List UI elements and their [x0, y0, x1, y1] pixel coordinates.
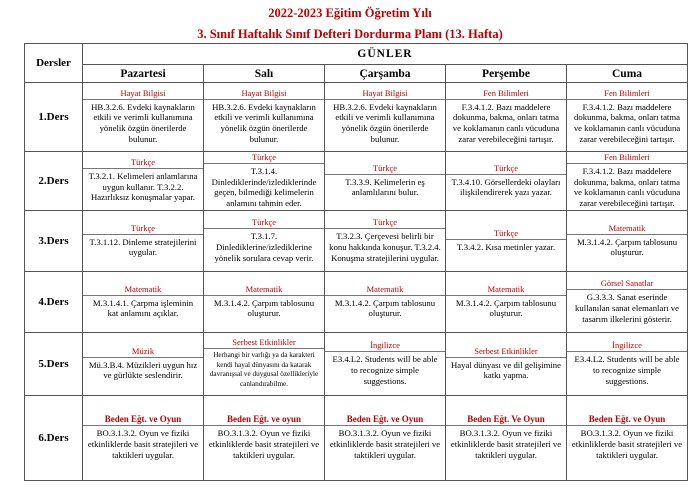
subject-label: Matematik — [325, 284, 445, 296]
lesson-label: 4.Ders — [25, 272, 83, 333]
subject-label: Hayat Bilgisi — [83, 88, 203, 100]
subject-label: Türkçe — [325, 163, 445, 175]
subject-label: Fen Bilimleri — [567, 88, 687, 100]
subject-label: Matematik — [83, 284, 203, 296]
subject-label: Fen Bilimleri — [567, 152, 687, 164]
plan-cell — [325, 272, 446, 333]
plan-cell — [325, 333, 446, 396]
lessons-header: Dersler — [25, 44, 83, 83]
outcome-text: F.3.4.1.2. Bazı maddelere dokunma, bakma, onları tatma ve koklamanın canlı vücuduna zarar verebileceğini tartışır. — [573, 166, 681, 208]
subject-label: İngilizce — [567, 340, 687, 352]
table-row — [25, 211, 688, 272]
lesson-label: 3.Ders — [25, 211, 83, 272]
day-header-tuesday: Salı — [204, 65, 325, 83]
day-header-thursday: Perşembe — [446, 65, 567, 83]
table-row — [25, 333, 688, 396]
plan-cell — [446, 333, 567, 396]
plan-cell — [83, 83, 204, 152]
subject-label: Türkçe — [325, 217, 445, 229]
outcome-text: M.3.1.4.2. Çarpım tablosunu oluşturur. — [213, 297, 315, 319]
day-header-wednesday: Çarşamba — [325, 65, 446, 83]
plan-cell — [567, 211, 688, 272]
outcome-text: HB.3.2.6. Evdeki kaynakların etkili ve verimli kullanımına yönelik özgün önerilerde bulunur. — [91, 101, 195, 144]
outcome-text: E3.4.L2. Students will be able to recognize simple suggestions. — [574, 354, 680, 386]
day-header-friday: Cuma — [567, 65, 688, 83]
subject-label: Türkçe — [83, 157, 203, 169]
plan-cell — [325, 211, 446, 272]
table-row — [25, 272, 688, 333]
subject-label: Türkçe — [446, 228, 566, 240]
outcome-text: T.3.2.1. Kelimeleri anlamlarına uygun kullanır. T.3.2.2. Hazırlıksız konuşmalar yapar. — [88, 171, 198, 203]
plan-cell — [446, 152, 567, 211]
plan-cell — [446, 272, 567, 333]
plan-cell — [567, 83, 688, 152]
weekly-plan-table — [24, 43, 688, 481]
lesson-label: 5.Ders — [25, 333, 83, 396]
outcome-text: T.3.1.7. Dinlediklerine/izlediklerine yönelik sorulara cevap verir. — [214, 231, 314, 263]
plan-cell — [83, 272, 204, 333]
plan-cell — [204, 333, 325, 396]
plan-cell — [204, 211, 325, 272]
outcome-text: T.3.1.4. Dinlediklerinde/izlediklerinde geçen, bilmediği kelimelerin anlamını tahmin eder. — [211, 166, 317, 208]
table-row — [25, 152, 688, 211]
plan-cell — [204, 152, 325, 211]
subject-label: Beden Eğt. Ve Oyun — [446, 414, 566, 426]
subject-label: Türkçe — [204, 217, 324, 229]
outcome-text: BO.3.1.3.2. Oyun ve fiziki etkinliklerde basit stratejileri ve taktikleri uygular. — [87, 428, 199, 460]
plan-body — [25, 83, 688, 481]
subject-label: Beden Eğt. ve oyun — [204, 414, 324, 426]
subject-label: Beden Eğt. ve Oyun — [325, 414, 445, 426]
days-header: GÜNLER — [83, 44, 688, 65]
plan-cell — [325, 152, 446, 211]
document-title: 2022-2023 Eğitim Öğretim Yılı — [268, 6, 432, 20]
subject-label: Türkçe — [446, 163, 566, 175]
outcome-text: Mü.3.B.4. Müzikleri uygun hız ve gürlükte seslendirir. — [88, 359, 198, 381]
outcome-text: G.3.3.3. Sanat eserinde kullanılan sanat elemanları ve tasarım ilkelerini gösterir. — [575, 292, 679, 324]
outcome-text: T.3.4.10. Görsellerdeki olayları ilişkilendirerek yazı yazar. — [451, 176, 561, 198]
subject-label: Türkçe — [83, 223, 203, 235]
table-row — [25, 396, 688, 481]
subject-label: İngilizce — [325, 340, 445, 352]
plan-cell — [446, 83, 567, 152]
outcome-text: F.3.4.1.2. Bazı maddelere dokunma, bakma, onları tatma ve koklamanın canlı vücuduna zarar verebileceğini tartışır. — [452, 101, 560, 144]
outcome-text: T.3.3.9. Kelimelerin eş anlamlılarını bulur. — [345, 176, 425, 198]
subject-label: Serbest Etkinlikler — [446, 346, 566, 358]
table-row — [25, 83, 688, 152]
plan-cell — [83, 333, 204, 396]
outcome-text: HB.3.2.6. Evdeki kaynakların etkili ve verimli kullanımına yönelik özgün önerilerde bulunur. — [212, 101, 316, 144]
plan-cell — [567, 152, 688, 211]
plan-cell — [83, 396, 204, 481]
plan-cell — [83, 211, 204, 272]
outcome-text: T.3.4.2. Kısa metinler yazar. — [456, 242, 556, 253]
plan-cell — [204, 396, 325, 481]
plan-cell — [83, 152, 204, 211]
lesson-label: 1.Ders — [25, 83, 83, 152]
outcome-text: Hayal dünyası ve dil gelişimine katkı yapma. — [450, 359, 562, 381]
subject-label: Hayat Bilgisi — [325, 88, 445, 100]
subject-label: Serbest Etkinlikler — [204, 337, 324, 349]
outcome-text: Herhangi bir varlığı ya da karakteri kendi hayal dünyasını da katarak davranışsal ve duygusal özellikleriyle canlandırabilme. — [209, 351, 319, 388]
plan-cell — [446, 396, 567, 481]
subject-label: Matematik — [567, 223, 687, 235]
outcome-text: M.3.1.4.2. Çarpım tablosunu oluşturur. — [576, 236, 678, 258]
document-subtitle: 3. Sınıf Haftalık Sınıf Defteri Dordurma Planı (13. Hafta) — [197, 27, 503, 41]
subject-label: Beden Eğt. ve Oyun — [567, 414, 687, 426]
lesson-label: 2.Ders — [25, 152, 83, 211]
plan-cell — [204, 272, 325, 333]
subject-label: Matematik — [446, 284, 566, 296]
plan-cell — [325, 396, 446, 481]
plan-cell — [204, 83, 325, 152]
subject-label: Müzik — [83, 346, 203, 358]
subject-label: Hayat Bilgisi — [204, 88, 324, 100]
outcome-text: M.3.1.4.2. Çarpım tablosunu oluşturur. — [455, 297, 557, 319]
day-header-monday: Pazartesi — [83, 65, 204, 83]
plan-cell — [325, 83, 446, 152]
outcome-text: M.3.1.4.1. Çarpma işleminin kat anlamını açıklar. — [92, 297, 194, 319]
plan-cell — [567, 396, 688, 481]
subject-label: Matematik — [204, 284, 324, 296]
outcome-text: BO.3.1.3.2. Oyun ve fiziki etkinliklerde basit stratejileri ve taktikleri uygular. — [450, 428, 562, 460]
plan-cell — [567, 333, 688, 396]
plan-cell — [567, 272, 688, 333]
outcome-text: T.3.2.3. Çerçevesi belirli bir konu hakkında konuşur. T.3.2.4. Konuşma stratejilerini uygular. — [329, 231, 441, 263]
subject-label: Beden Eğt. ve Oyun — [83, 414, 203, 426]
lesson-label: 6.Ders — [25, 396, 83, 481]
outcome-text: HB.3.2.6. Evdeki kaynakların etkili ve verimli kullanımına yönelik özgün önerilerde bulunur. — [333, 101, 437, 144]
outcome-text: F.3.4.1.2. Bazı maddelere dokunma, bakma, onları tatma ve koklamanın canlı vücuduna zarar verebileceğini tartışır. — [573, 101, 681, 144]
outcome-text: BO.3.1.3.2. Oyun ve fiziki etkinliklerde basit stratejileri ve taktikleri uygular. — [329, 428, 441, 460]
subject-label: Fen Bilimleri — [446, 88, 566, 100]
outcome-text: BO.3.1.3.2. Oyun ve fiziki etkinliklerde basit stratejileri ve taktikleri uygular. — [208, 428, 320, 460]
outcome-text: E3.4.L2. Students will be able to recognize simple suggestions. — [332, 354, 438, 386]
outcome-text: T.3.1.12. Dinleme stratejilerini uygular. — [89, 236, 197, 258]
plan-cell — [446, 211, 567, 272]
outcome-text: BO.3.1.3.2. Oyun ve fiziki etkinliklerde basit stratejileri ve taktikleri uygular. — [571, 428, 683, 460]
subject-label: Türkçe — [204, 152, 324, 164]
subject-label: Görsel Sanatlar — [567, 278, 687, 290]
outcome-text: M.3.1.4.2. Çarpım tablosunu oluşturur. — [334, 297, 436, 319]
